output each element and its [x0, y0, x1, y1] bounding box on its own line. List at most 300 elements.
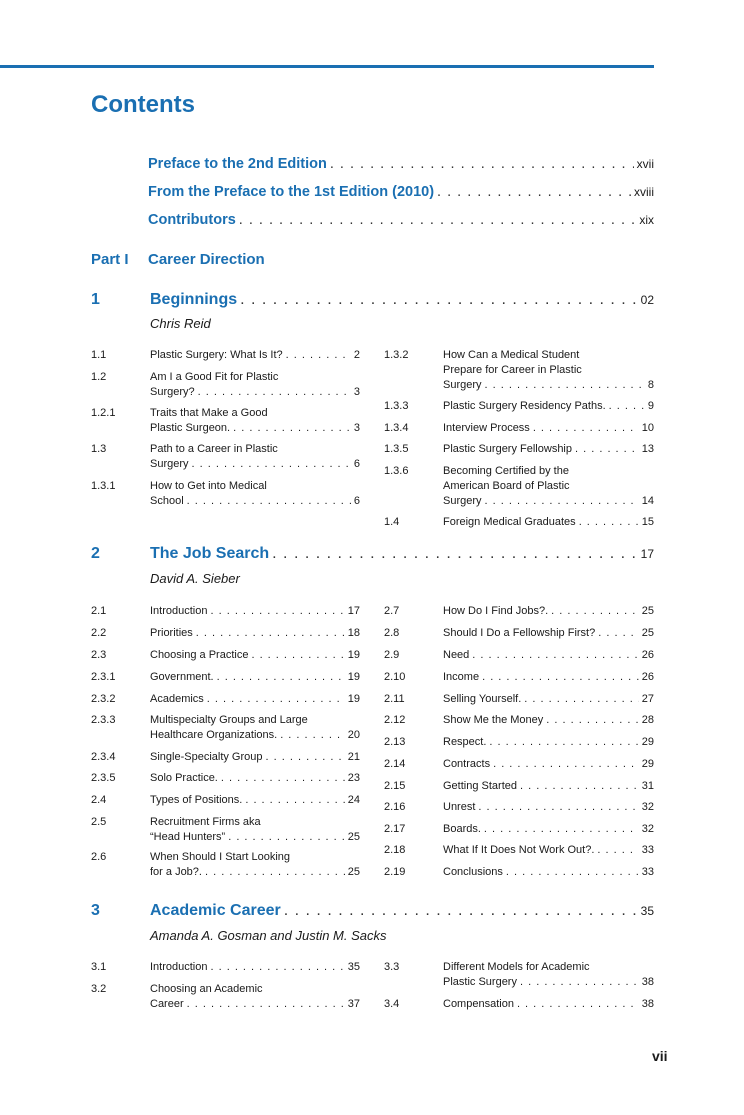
toc-entry[interactable]	[91, 771, 360, 786]
chapter-author: Chris Reid	[150, 316, 211, 331]
toc-entry[interactable]	[384, 515, 654, 530]
section-title	[443, 843, 654, 858]
chapter-title: Beginnings	[150, 291, 238, 308]
page-number: vii	[652, 1048, 668, 1064]
section-page: 25	[347, 831, 360, 843]
toc-entry[interactable]	[91, 626, 360, 641]
section-title-line	[443, 843, 654, 858]
section-title-text: How Do I Find Jobs?.	[443, 605, 549, 617]
toc-entry[interactable]	[91, 692, 360, 707]
leader-dots	[284, 902, 638, 920]
section-number: 2.17	[384, 823, 406, 835]
section-title-line: How Can a Medical Student	[443, 349, 580, 361]
toc-entry[interactable]	[91, 370, 360, 400]
section-page: 29	[641, 758, 654, 770]
section-title-line	[150, 960, 360, 975]
section-number: 2.9	[384, 649, 400, 661]
section-page: 18	[347, 627, 360, 639]
section-number: 2.12	[384, 714, 406, 726]
toc-entry[interactable]	[384, 626, 654, 641]
leader-dots	[485, 494, 639, 509]
section-title-text: Plastic Surgeon.	[150, 422, 231, 434]
section-title-text: Plastic Surgery Fellowship	[443, 443, 572, 455]
leader-dots	[520, 779, 639, 794]
section-title-text: Career	[150, 998, 184, 1010]
leader-dots	[609, 399, 645, 414]
toc-entry[interactable]	[384, 348, 654, 393]
chapter-title: The Job Search	[150, 545, 270, 562]
section-page: 6	[353, 495, 360, 507]
leader-dots	[251, 648, 344, 663]
chapter-page: 17	[640, 547, 654, 561]
section-page: 25	[641, 627, 654, 639]
leader-dots	[575, 442, 639, 457]
section-title-text: Types of Positions.	[150, 794, 243, 806]
section-title-text: Interview Process	[443, 422, 530, 434]
leader-dots	[551, 604, 639, 619]
section-title	[443, 692, 654, 707]
section-number: 2.3	[91, 649, 107, 661]
section-page: 32	[641, 801, 654, 813]
section-title-text: Surgery	[443, 379, 482, 391]
toc-entry[interactable]	[384, 399, 654, 414]
toc-entry[interactable]	[384, 800, 654, 815]
section-title-text: Respect.	[443, 736, 487, 748]
leader-dots	[217, 670, 345, 685]
section-page: 8	[647, 379, 654, 391]
section-number: 1.3.6	[384, 465, 409, 477]
section-number: 2.1	[91, 605, 107, 617]
leader-dots	[228, 830, 345, 845]
toc-entry[interactable]	[384, 670, 654, 685]
leader-dots	[524, 692, 638, 707]
section-title	[443, 421, 654, 436]
section-title-text: Single-Specialty Group	[150, 751, 263, 763]
section-title-line	[443, 515, 654, 530]
leader-dots	[472, 648, 638, 663]
section-page: 38	[641, 976, 654, 988]
toc-entry[interactable]	[91, 604, 360, 619]
section-title-line	[443, 378, 654, 393]
section-title	[443, 960, 654, 990]
section-page: 27	[641, 693, 654, 705]
section-title-text: Academics	[150, 693, 204, 705]
section-title	[150, 406, 360, 436]
section-title-line	[150, 728, 360, 743]
section-title	[150, 982, 360, 1012]
section-page: 37	[347, 998, 360, 1010]
toc-entry[interactable]	[384, 713, 654, 728]
section-title-line	[150, 997, 360, 1012]
chapter-heading[interactable]	[150, 291, 654, 313]
section-title-line	[443, 670, 654, 685]
leader-dots	[485, 378, 645, 393]
section-title	[443, 997, 654, 1012]
leader-dots	[196, 626, 345, 641]
section-page: 24	[347, 794, 360, 806]
section-page: 32	[641, 823, 654, 835]
section-page: 28	[641, 714, 654, 726]
section-title-line: Multispecialty Groups and Large	[150, 714, 308, 726]
section-title	[443, 399, 654, 414]
section-title-line: When Should I Start Looking	[150, 851, 291, 863]
section-page: 29	[641, 736, 654, 748]
section-title-line: Am I a Good Fit for Plastic	[150, 371, 279, 383]
leader-dots	[533, 421, 639, 436]
section-page: 17	[347, 605, 360, 617]
section-number: 3.2	[91, 983, 107, 995]
section-page: 9	[647, 400, 654, 412]
toc-entry[interactable]	[91, 850, 360, 880]
section-page: 6	[353, 458, 360, 470]
leader-dots	[210, 604, 344, 619]
toc-entry[interactable]	[384, 865, 654, 880]
section-title-text: for a Job?.	[150, 866, 202, 878]
section-page: 31	[641, 780, 654, 792]
section-number: 3.1	[91, 961, 107, 973]
section-title-text: Need	[443, 649, 470, 661]
section-title-text: Solo Practice.	[150, 772, 218, 784]
section-number: 1.4	[384, 516, 400, 528]
section-title	[150, 648, 360, 663]
section-page: 33	[641, 844, 654, 856]
leader-dots	[517, 997, 639, 1012]
section-number: 1.3	[91, 443, 107, 455]
section-page: 25	[347, 866, 360, 878]
toc-entry[interactable]	[91, 406, 360, 436]
section-page: 21	[347, 751, 360, 763]
section-page: 19	[347, 671, 360, 683]
section-title-text: Government.	[150, 671, 214, 683]
section-number: 2.6	[91, 851, 107, 863]
section-title-line	[150, 457, 360, 472]
section-title	[150, 604, 360, 619]
section-title-line	[443, 975, 654, 990]
section-number: 2.2	[91, 627, 107, 639]
toc-entry[interactable]	[384, 779, 654, 794]
section-title-text: “Head Hunters”	[150, 831, 226, 843]
section-title	[443, 757, 654, 772]
section-title	[443, 865, 654, 880]
section-number: 1.3.4	[384, 422, 409, 434]
section-title-line	[150, 604, 360, 619]
section-title-text: Income	[443, 671, 480, 683]
section-title-line	[443, 648, 654, 663]
leader-dots	[493, 757, 639, 772]
toc-entry[interactable]	[384, 997, 654, 1012]
section-title-line	[443, 421, 654, 436]
toc-entry[interactable]	[91, 479, 360, 509]
section-number: 2.15	[384, 780, 406, 792]
section-number: 1.3.3	[384, 400, 409, 412]
section-title	[443, 464, 654, 509]
leader-dots	[187, 997, 345, 1012]
section-title-text: Getting Started	[443, 780, 517, 792]
section-title-text: Surgery	[150, 458, 189, 470]
section-number: 1.2	[91, 371, 107, 383]
section-title-text: Healthcare Organizations.	[150, 729, 278, 741]
section-title-line	[150, 865, 360, 880]
section-page: 38	[641, 998, 654, 1010]
section-title-text: Introduction	[150, 605, 208, 617]
section-number: 2.10	[384, 671, 406, 683]
section-title	[443, 604, 654, 619]
leader-dots	[597, 843, 638, 858]
section-title	[150, 750, 360, 765]
toc-entry[interactable]	[384, 442, 654, 457]
section-number: 2.14	[384, 758, 406, 770]
section-title	[443, 779, 654, 794]
chapter-page: 35	[640, 904, 654, 918]
section-title	[443, 713, 654, 728]
section-title-text: Introduction	[150, 961, 208, 973]
section-title-line	[443, 494, 654, 509]
leader-dots	[546, 713, 638, 728]
leader-dots	[205, 865, 345, 880]
chapter-number: 1	[91, 291, 100, 308]
chapter-number: 3	[91, 902, 100, 919]
section-title-line	[443, 757, 654, 772]
section-title-line	[443, 997, 654, 1012]
section-title	[150, 713, 360, 743]
section-title	[150, 626, 360, 641]
toc-entry[interactable]	[384, 735, 654, 750]
section-page: 26	[641, 671, 654, 683]
leader-dots	[207, 692, 345, 707]
section-title-line: Path to a Career in Plastic	[150, 443, 278, 455]
section-title-line: Recruitment Firms aka	[150, 816, 261, 828]
section-number: 2.3.5	[91, 772, 116, 784]
section-number: 2.16	[384, 801, 406, 813]
leader-dots	[221, 771, 345, 786]
header-rule	[0, 65, 654, 68]
section-number: 2.5	[91, 816, 107, 828]
section-number: 2.19	[384, 866, 406, 878]
toc-entry[interactable]	[384, 757, 654, 772]
section-number: 1.3.2	[384, 349, 409, 361]
section-page: 10	[641, 422, 654, 434]
section-title-line	[443, 822, 654, 837]
leader-dots	[280, 728, 345, 743]
chapter-number: 2	[91, 545, 100, 562]
toc-entry[interactable]	[91, 960, 360, 975]
section-number: 3.4	[384, 998, 400, 1010]
toc-entry[interactable]	[91, 348, 360, 363]
section-title	[150, 479, 360, 509]
section-title-text: Choosing a Practice	[150, 649, 249, 661]
section-title-line: Becoming Certified by the	[443, 465, 569, 477]
section-page: 15	[641, 516, 654, 528]
section-page: 19	[347, 649, 360, 661]
section-title	[150, 348, 360, 363]
section-page: 23	[347, 772, 360, 784]
toc-entry[interactable]	[384, 692, 654, 707]
leader-dots	[506, 865, 639, 880]
toc-entry[interactable]	[91, 750, 360, 765]
toc-entry[interactable]	[91, 648, 360, 663]
section-title-text: Plastic Surgery: What Is It?	[150, 349, 283, 361]
toc-entry[interactable]	[384, 843, 654, 858]
leader-dots	[520, 975, 639, 990]
part-title: Career Direction	[148, 251, 265, 268]
leader-dots	[192, 457, 351, 472]
section-number: 2.11	[384, 693, 405, 705]
section-title-text: Conclusions	[443, 866, 503, 878]
part-label: Part I	[91, 251, 129, 268]
section-title-line	[443, 399, 654, 414]
section-title-line	[150, 626, 360, 641]
section-title	[150, 692, 360, 707]
leader-dots	[233, 421, 351, 436]
section-number: 2.13	[384, 736, 406, 748]
section-title-line	[150, 648, 360, 663]
section-title-text: Unrest	[443, 801, 476, 813]
section-title-line	[150, 385, 360, 400]
section-title	[443, 670, 654, 685]
section-page: 19	[347, 693, 360, 705]
toc-entry[interactable]	[91, 442, 360, 472]
section-title-line	[443, 442, 654, 457]
section-title	[150, 771, 360, 786]
section-number: 3.3	[384, 961, 400, 973]
leader-dots	[210, 960, 344, 975]
leader-dots	[478, 800, 638, 815]
section-title-line	[150, 830, 360, 845]
section-title-text: Compensation	[443, 998, 514, 1010]
toc-entry[interactable]	[384, 822, 654, 837]
section-page: 33	[641, 866, 654, 878]
section-number: 2.18	[384, 844, 406, 856]
leader-dots	[198, 385, 351, 400]
section-title-text: Plastic Surgery Residency Paths.	[443, 400, 606, 412]
section-number: 2.7	[384, 605, 400, 617]
leader-dots	[240, 291, 638, 309]
toc-entry[interactable]	[91, 713, 360, 743]
section-title-line	[150, 793, 360, 808]
section-title-line	[443, 692, 654, 707]
toc-entry[interactable]	[384, 421, 654, 436]
section-page: 3	[353, 386, 360, 398]
toc-entry[interactable]	[384, 648, 654, 663]
section-title	[150, 670, 360, 685]
section-title-text: School	[150, 495, 184, 507]
toc-entry[interactable]	[384, 604, 654, 619]
leader-dots	[266, 750, 345, 765]
chapter-author: Amanda A. Gosman and Justin M. Sacks	[150, 928, 387, 943]
leader-dots	[272, 545, 637, 563]
section-number: 2.3.4	[91, 751, 116, 763]
section-number: 1.2.1	[91, 407, 116, 419]
section-number: 2.4	[91, 794, 107, 806]
chapter-heading[interactable]	[150, 902, 654, 924]
section-title-line	[150, 494, 360, 509]
section-title	[150, 960, 360, 975]
section-title-line: How to Get into Medical	[150, 480, 267, 492]
section-title-line	[150, 348, 360, 363]
section-title-text: Surgery	[443, 495, 482, 507]
section-title-line	[443, 735, 654, 750]
leader-dots	[187, 494, 351, 509]
toc-entry[interactable]	[91, 815, 360, 845]
section-title	[443, 626, 654, 641]
section-title-line: Prepare for Career in Plastic	[443, 364, 582, 376]
toc-entry[interactable]	[91, 793, 360, 808]
section-number: 1.1	[91, 349, 107, 361]
section-page: 2	[353, 349, 360, 361]
section-title-text: What If It Does Not Work Out?.	[443, 844, 595, 856]
section-title-line	[443, 604, 654, 619]
section-title	[443, 348, 654, 393]
section-title-line	[443, 713, 654, 728]
section-title-line	[150, 692, 360, 707]
leader-dots	[286, 348, 351, 363]
section-number: 2.3.1	[91, 671, 116, 683]
section-title-text: Selling Yourself.	[443, 693, 522, 705]
section-number: 1.3.5	[384, 443, 409, 455]
leader-dots	[484, 822, 639, 837]
section-title-line	[443, 626, 654, 641]
toc-entry[interactable]	[91, 670, 360, 685]
section-title	[150, 793, 360, 808]
leader-dots	[489, 735, 638, 750]
section-number: 2.3.2	[91, 693, 116, 705]
section-title-text: Boards.	[443, 823, 481, 835]
section-title	[443, 735, 654, 750]
chapter-author: David A. Sieber	[150, 571, 240, 586]
section-title-line: Different Models for Academic	[443, 961, 590, 973]
section-title	[443, 648, 654, 663]
section-title	[150, 442, 360, 472]
section-number: 1.3.1	[91, 480, 116, 492]
section-title-line	[150, 771, 360, 786]
section-title	[150, 370, 360, 400]
toc-front-preface-1st[interactable]: From the Preface to the 1st Edition (2010) . . . xviii	[148, 184, 654, 204]
section-page: 35	[347, 961, 360, 973]
leader-dots	[482, 670, 639, 685]
section-page: 3	[353, 422, 360, 434]
toc-front-preface-2nd[interactable]: Preface to the 2nd Edition . . . xvii	[148, 156, 654, 176]
leader-dots	[245, 793, 344, 808]
section-number: 2.3.3	[91, 714, 116, 726]
section-title	[443, 822, 654, 837]
toc-entry[interactable]	[384, 960, 654, 990]
toc-front-contributors[interactable]: Contributors . . . xix	[148, 212, 654, 232]
section-title-text: Plastic Surgery	[443, 976, 517, 988]
section-title-line	[443, 865, 654, 880]
section-title	[443, 515, 654, 530]
section-title-line	[443, 779, 654, 794]
toc-entry[interactable]	[91, 982, 360, 1012]
section-page: 20	[347, 729, 360, 741]
section-title-text: Foreign Medical Graduates	[443, 516, 576, 528]
toc-entry[interactable]	[384, 464, 654, 509]
section-title-text: Priorities	[150, 627, 193, 639]
section-title-text: Show Me the Money	[443, 714, 544, 726]
section-title-line: Traits that Make a Good	[150, 407, 268, 419]
leader-dots	[598, 626, 639, 641]
chapter-heading[interactable]	[150, 545, 654, 567]
section-title-text: Should I Do a Fellowship First?	[443, 627, 596, 639]
section-title-line: American Board of Plastic	[443, 480, 570, 492]
section-title-line	[150, 421, 360, 436]
section-title-text: Surgery?	[150, 386, 195, 398]
section-title-line	[150, 670, 360, 685]
section-title-line: Choosing an Academic	[150, 983, 263, 995]
section-page: 26	[641, 649, 654, 661]
section-title	[150, 850, 360, 880]
section-title-text: Contracts	[443, 758, 491, 770]
section-title	[150, 815, 360, 845]
